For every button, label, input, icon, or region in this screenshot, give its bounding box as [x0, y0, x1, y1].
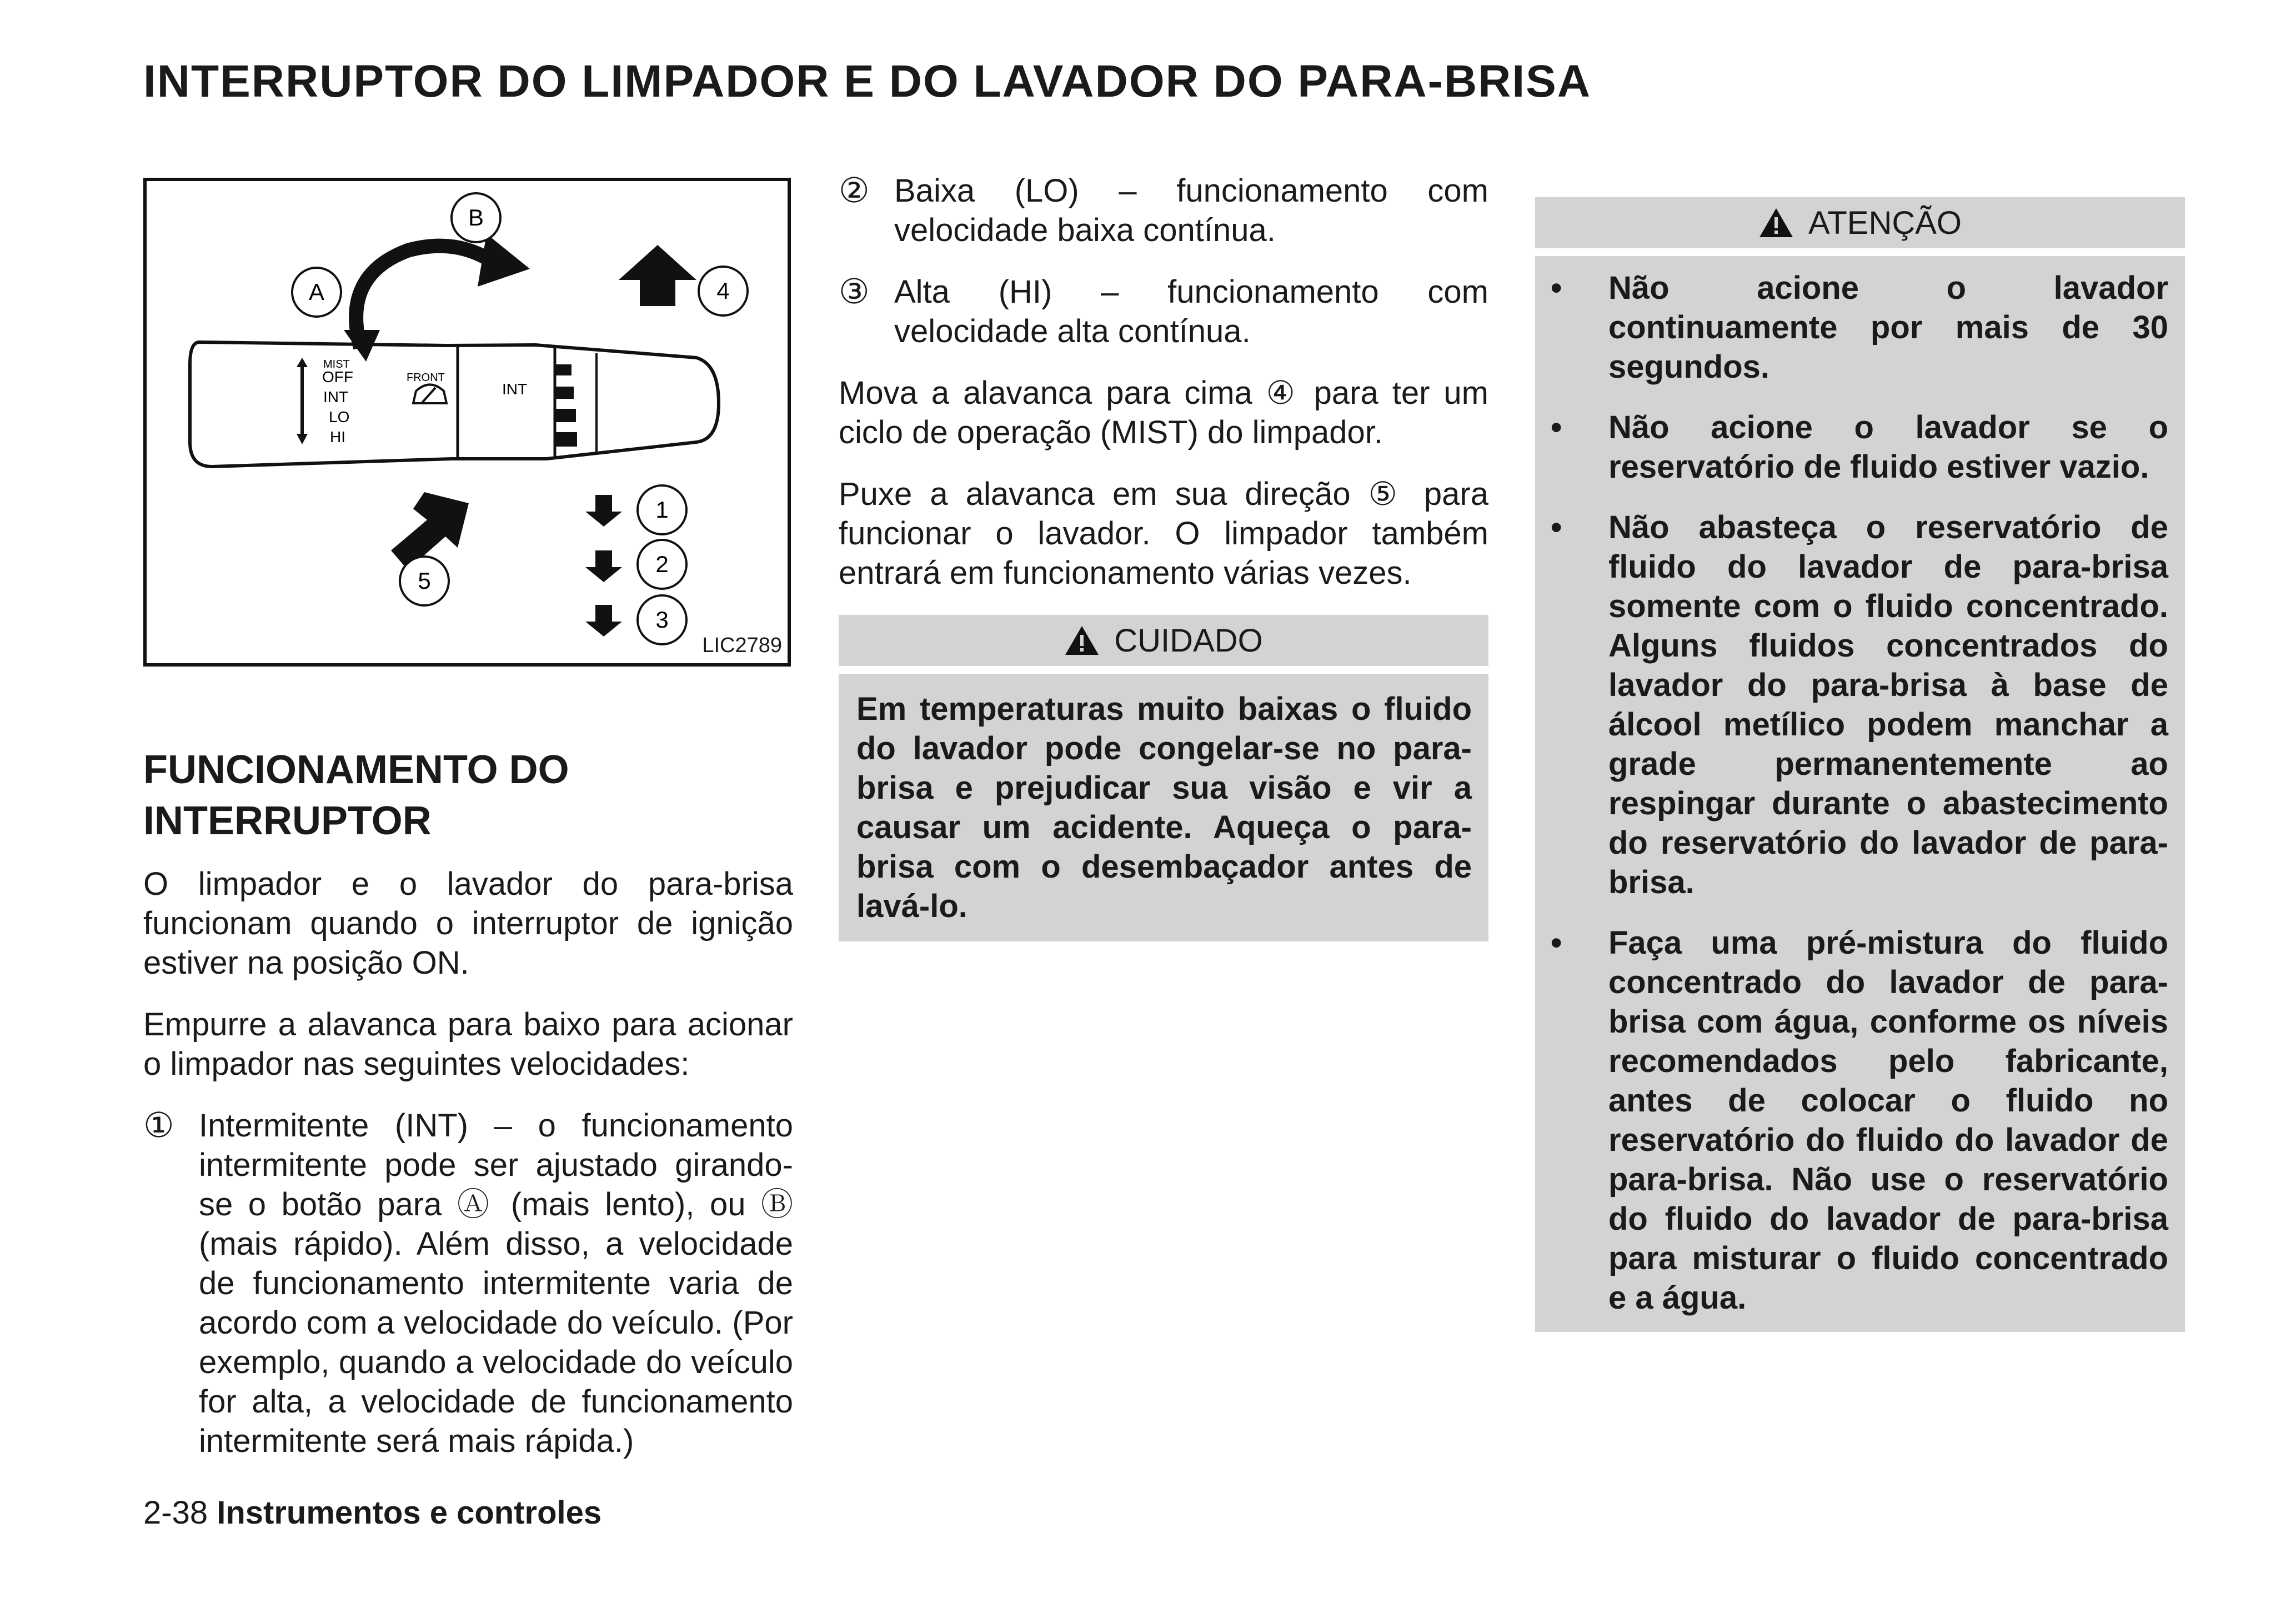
footer-section: Instrumentos e controles	[217, 1495, 602, 1531]
wiper-lever-illustration	[147, 181, 788, 663]
bullet-dot: •	[1551, 925, 1562, 961]
paragraph-mist: Mova a alavanca para cima ④ para ter um ciclo de operação (MIST) do limpador.	[839, 375, 1488, 450]
figure-code: LIC2789	[702, 634, 782, 657]
warning-title: ATENÇÃO	[1808, 204, 1962, 241]
callout-a: A	[308, 279, 325, 305]
section-heading-line1: FUNCIONAMENTO DO	[143, 748, 569, 792]
warning-bullet	[1551, 268, 2168, 387]
paragraph-push-lever: Empurre a alavanca para baixo para acionar o limpador nas seguintes velocidades:	[143, 1006, 793, 1082]
warning-triangle-icon	[1064, 625, 1100, 656]
bullet-text: Não abasteça o reservatório de fluido do lavador de para-brisa somente com o fluido concentrado. Alguns fluidos concentrados do lavador do para-brisa à base de álcool metílico podem manchar a grade permanentemente ao respingar durante o abastecimento do reservatório do lavador de para-brisa.	[1608, 509, 2168, 900]
bullet-text: Não acione o lavador continuamente por mais de 30 segundos.	[1608, 270, 2168, 385]
left-column	[143, 178, 793, 1483]
item-number: ②	[839, 172, 870, 210]
label-lo: LO	[329, 408, 350, 425]
warning-bullet	[1551, 923, 2168, 1318]
bullet-text: Não acione o lavador se o reservatório de fluido estiver vazio.	[1608, 409, 2168, 485]
item-number: ③	[839, 273, 870, 311]
section-heading-line2: INTERRUPTOR	[143, 799, 432, 843]
warning-bullet	[1551, 508, 2168, 902]
list-item-hi	[839, 272, 1488, 351]
item-text: Intermitente (INT) – o funcionamento intermitente pode ser ajustado girando-se o botão para Ⓐ (mais lento), ou Ⓑ (mais rápido). Além disso, a velocidade de funcionamento intermitente varia de acordo com a velocidade do veículo. (Por exemplo, quando a velocidade do veículo for alta, a velocidade de funcionamento intermitente será mais rápida.)	[199, 1108, 793, 1459]
label-off: OFF	[322, 368, 353, 385]
caution-header	[839, 615, 1488, 666]
label-front: FRONT	[407, 372, 445, 384]
label-int-ring: INT	[502, 380, 528, 398]
page-number: 2-38	[143, 1495, 208, 1531]
warning-bullet	[1551, 408, 2168, 487]
paragraph-ignition: O limpador e o lavador do para-brisa funcionam quando o interruptor de ignição estiver na posição ON.	[143, 866, 793, 981]
caution-body: Em temperaturas muito baixas o fluido do lavador pode congelar-se no para-brisa e prejudicar sua visão e vir a causar um acidente. Aqueça o para-brisa com o desembaçador antes de lavá-lo.	[839, 674, 1488, 941]
bullet-dot: •	[1551, 509, 1562, 545]
warning-triangle-icon	[1758, 207, 1794, 238]
page-footer	[143, 1494, 601, 1531]
section-heading	[143, 744, 793, 846]
callout-3: 3	[655, 607, 669, 633]
label-hi: HI	[330, 428, 345, 445]
paragraph-washer: Puxe a alavanca em sua direção ⑤ para funcionar o lavador. O limpador também entrará em funcionamento várias vezes.	[839, 476, 1488, 591]
list-item-int	[143, 1106, 793, 1461]
right-column	[1535, 197, 2185, 1332]
callout-5: 5	[418, 568, 431, 594]
bullet-text: Faça uma pré-mistura do fluido concentrado do lavador de para-brisa com água, conforme os níveis recomendados pelo fabricante, antes de colocar o fluido no reservatório do fluido do lavador de para-brisa. Não use o reservatório do fluido do lavador de para-brisa para misturar o fluido concentrado e a água.	[1608, 925, 2168, 1316]
warning-header	[1535, 197, 2185, 248]
callout-1: 1	[655, 497, 669, 523]
bullet-dot: •	[1551, 270, 1562, 306]
item-text: Baixa (LO) – funcionamento com velocidade baixa contínua.	[894, 173, 1488, 248]
item-number: ①	[143, 1106, 174, 1145]
callout-b: B	[468, 204, 484, 231]
middle-column	[839, 172, 1488, 941]
label-mist: MIST	[323, 358, 350, 370]
bullet-dot: •	[1551, 409, 1562, 445]
caution-title: CUIDADO	[1114, 622, 1263, 659]
callout-4: 4	[716, 278, 730, 304]
label-int: INT	[323, 388, 349, 405]
list-item-lo	[839, 171, 1488, 250]
callout-2: 2	[655, 551, 669, 577]
warning-body	[1535, 256, 2185, 1332]
wiper-switch-figure	[143, 178, 791, 667]
item-text: Alta (HI) – funcionamento com velocidade alta contínua.	[894, 274, 1488, 349]
page-title: INTERRUPTOR DO LIMPADOR E DO LAVADOR DO PARA-BRISA	[143, 56, 1592, 107]
